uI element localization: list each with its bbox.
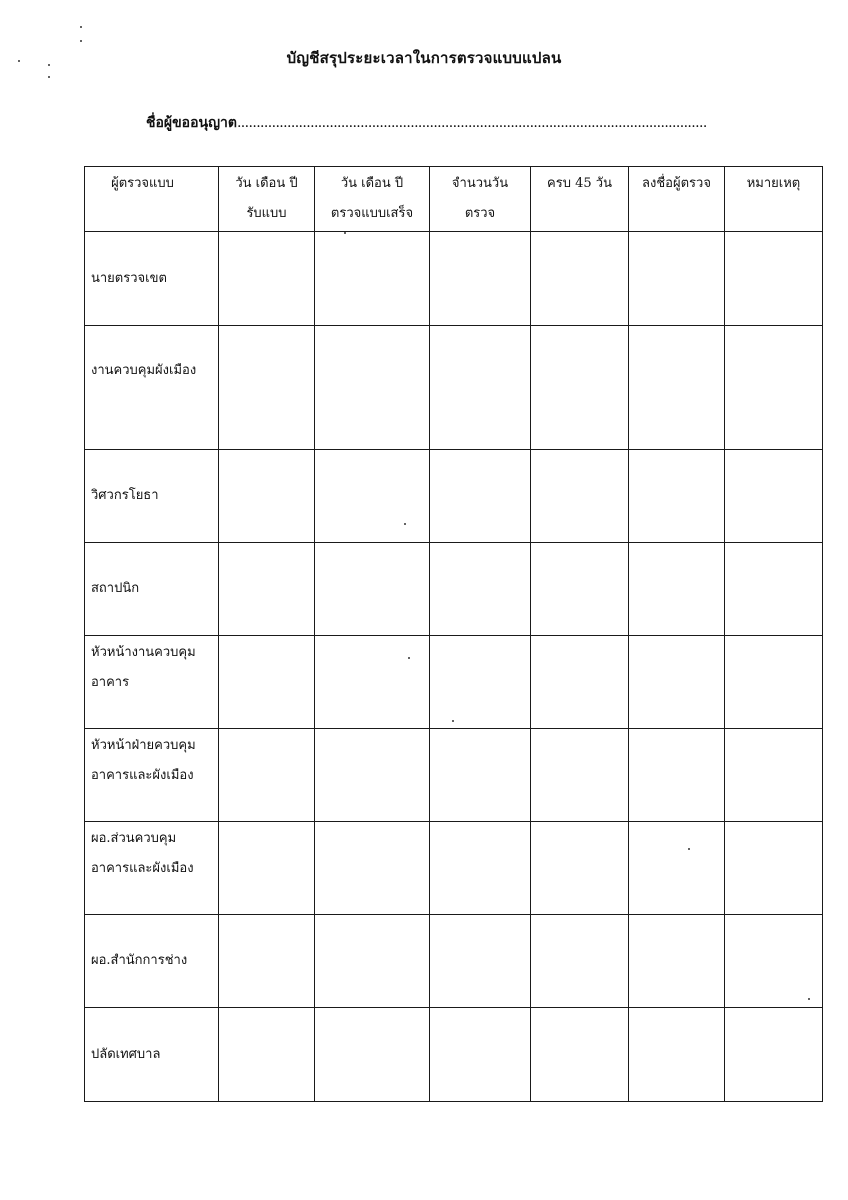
review-days-cell: [430, 232, 531, 326]
applicant-name-line: [146, 112, 707, 134]
scan-speck: [48, 64, 50, 66]
table-row: [85, 543, 823, 636]
review-days-cell: [430, 543, 531, 636]
signature-cell: [629, 450, 725, 543]
review-days-cell: [430, 450, 531, 543]
signature-cell: [629, 729, 725, 822]
remarks-cell: [725, 636, 823, 729]
received-date-cell: [219, 822, 315, 915]
completed-date-cell: [315, 822, 430, 915]
review-days-cell: [430, 822, 531, 915]
reviewer-label-line1: หัวหน้าฝ่ายควบคุม: [91, 738, 196, 753]
scan-speck: [452, 720, 454, 722]
remarks-cell: [725, 450, 823, 543]
45-days-cell: [531, 326, 629, 450]
header-reviewer-label: ผู้ตรวจแบบ: [111, 176, 174, 191]
45-days-cell: [531, 1008, 629, 1102]
review-period-table: [84, 166, 823, 1102]
received-date-cell: [219, 326, 315, 450]
scan-speck: [808, 998, 810, 1000]
table-row: [85, 822, 823, 915]
review-days-cell: [430, 915, 531, 1008]
signature-cell: [629, 543, 725, 636]
review-days-cell: [430, 636, 531, 729]
reviewer-cell: [85, 915, 219, 1008]
header-completed-date-line2: ตรวจแบบเสร็จ: [330, 206, 414, 221]
completed-date-cell: [315, 1008, 430, 1102]
scan-speck: [344, 232, 346, 234]
reviewer-label-line2: อาคาร: [91, 675, 130, 690]
table-header: [85, 167, 823, 232]
remarks-cell: [725, 232, 823, 326]
scan-speck: [404, 523, 406, 525]
table-row: [85, 915, 823, 1008]
table-row: [85, 450, 823, 543]
scan-speck: [408, 657, 410, 659]
remarks-cell: [725, 543, 823, 636]
reviewer-label: วิศวกรโยธา: [91, 488, 159, 503]
reviewer-label-line1: หัวหน้างานควบคุม: [91, 645, 196, 660]
header-reviewer: [85, 167, 219, 232]
completed-date-cell: [315, 915, 430, 1008]
reviewer-cell: [85, 543, 219, 636]
document-title: บัญชีสรุประยะเวลาในการตรวจแบบแปลน: [286, 49, 562, 67]
remarks-cell: [725, 915, 823, 1008]
remarks-cell: [725, 326, 823, 450]
review-days-cell: [430, 326, 531, 450]
45-days-cell: [531, 450, 629, 543]
table-row: [85, 1008, 823, 1102]
reviewer-label: ผอ.สำนักการช่าง: [91, 953, 188, 968]
45-days-cell: [531, 729, 629, 822]
received-date-cell: [219, 1008, 315, 1102]
header-remarks-label: หมายเหตุ: [746, 176, 801, 191]
header-completed-date: [315, 167, 430, 232]
remarks-cell: [725, 822, 823, 915]
received-date-cell: [219, 232, 315, 326]
reviewer-cell: [85, 822, 219, 915]
table-row: [85, 326, 823, 450]
signature-cell: [629, 822, 725, 915]
scan-speck: [18, 60, 20, 62]
completed-date-cell: [315, 729, 430, 822]
header-review-days-line2: ตรวจ: [464, 206, 496, 221]
header-review-days-line1: จำนวนวัน: [451, 176, 509, 191]
review-days-cell: [430, 729, 531, 822]
reviewer-label: ปลัดเทศบาล: [91, 1046, 161, 1062]
scan-speck: [80, 40, 82, 42]
header-received-date-line1: วัน เดือน ปี: [235, 176, 298, 191]
signature-cell: [629, 232, 725, 326]
header-45-days: [531, 167, 629, 232]
scan-speck: [80, 26, 82, 28]
45-days-cell: [531, 915, 629, 1008]
reviewer-cell: [85, 232, 219, 326]
header-remarks: [725, 167, 823, 232]
reviewer-label: สถาปนิก: [91, 581, 140, 596]
scan-speck: [688, 848, 690, 850]
reviewer-cell: [85, 450, 219, 543]
review-days-cell: [430, 1008, 531, 1102]
reviewer-label-line2: อาคารและผังเมือง: [91, 861, 194, 876]
received-date-cell: [219, 450, 315, 543]
reviewer-cell: [85, 729, 219, 822]
header-reviewer-signature-label: ลงชื่อผู้ตรวจ: [642, 176, 711, 191]
header-reviewer-signature: [629, 167, 725, 232]
scan-speck: [48, 76, 50, 78]
reviewer-label: งานควบคุมผังเมือง: [91, 363, 197, 378]
reviewer-label: นายตรวจเขต: [91, 270, 167, 286]
applicant-label: ชื่อผู้ขออนุญาต: [146, 115, 237, 131]
reviewer-cell: [85, 636, 219, 729]
signature-cell: [629, 1008, 725, 1102]
received-date-cell: [219, 729, 315, 822]
applicant-name-blank: ..........................................................................................................................: [236, 115, 707, 131]
45-days-cell: [531, 822, 629, 915]
signature-cell: [629, 636, 725, 729]
table-row: [85, 232, 823, 326]
header-review-days: [430, 167, 531, 232]
header-completed-date-line1: วัน เดือน ปี: [340, 176, 404, 191]
remarks-cell: [725, 1008, 823, 1102]
completed-date-cell: [315, 543, 430, 636]
completed-date-cell: [315, 232, 430, 326]
reviewer-label-line2: อาคารและผังเมือง: [91, 768, 194, 783]
45-days-cell: [531, 543, 629, 636]
reviewer-label-line1: ผอ.ส่วนควบคุม: [91, 831, 177, 846]
completed-date-cell: [315, 326, 430, 450]
header-received-date: [219, 167, 315, 232]
table-row: [85, 636, 823, 729]
45-days-cell: [531, 232, 629, 326]
table-row: [85, 729, 823, 822]
remarks-cell: [725, 729, 823, 822]
received-date-cell: [219, 543, 315, 636]
table-body: [85, 232, 823, 1102]
header-row: [85, 167, 823, 232]
completed-date-cell: [315, 636, 430, 729]
signature-cell: [629, 326, 725, 450]
received-date-cell: [219, 915, 315, 1008]
45-days-cell: [531, 636, 629, 729]
header-45-days-label: ครบ 45 วัน: [547, 176, 612, 191]
header-received-date-line2: รับแบบ: [246, 206, 287, 221]
signature-cell: [629, 915, 725, 1008]
reviewer-cell: [85, 326, 219, 450]
completed-date-cell: [315, 450, 430, 543]
received-date-cell: [219, 636, 315, 729]
reviewer-cell: [85, 1008, 219, 1102]
